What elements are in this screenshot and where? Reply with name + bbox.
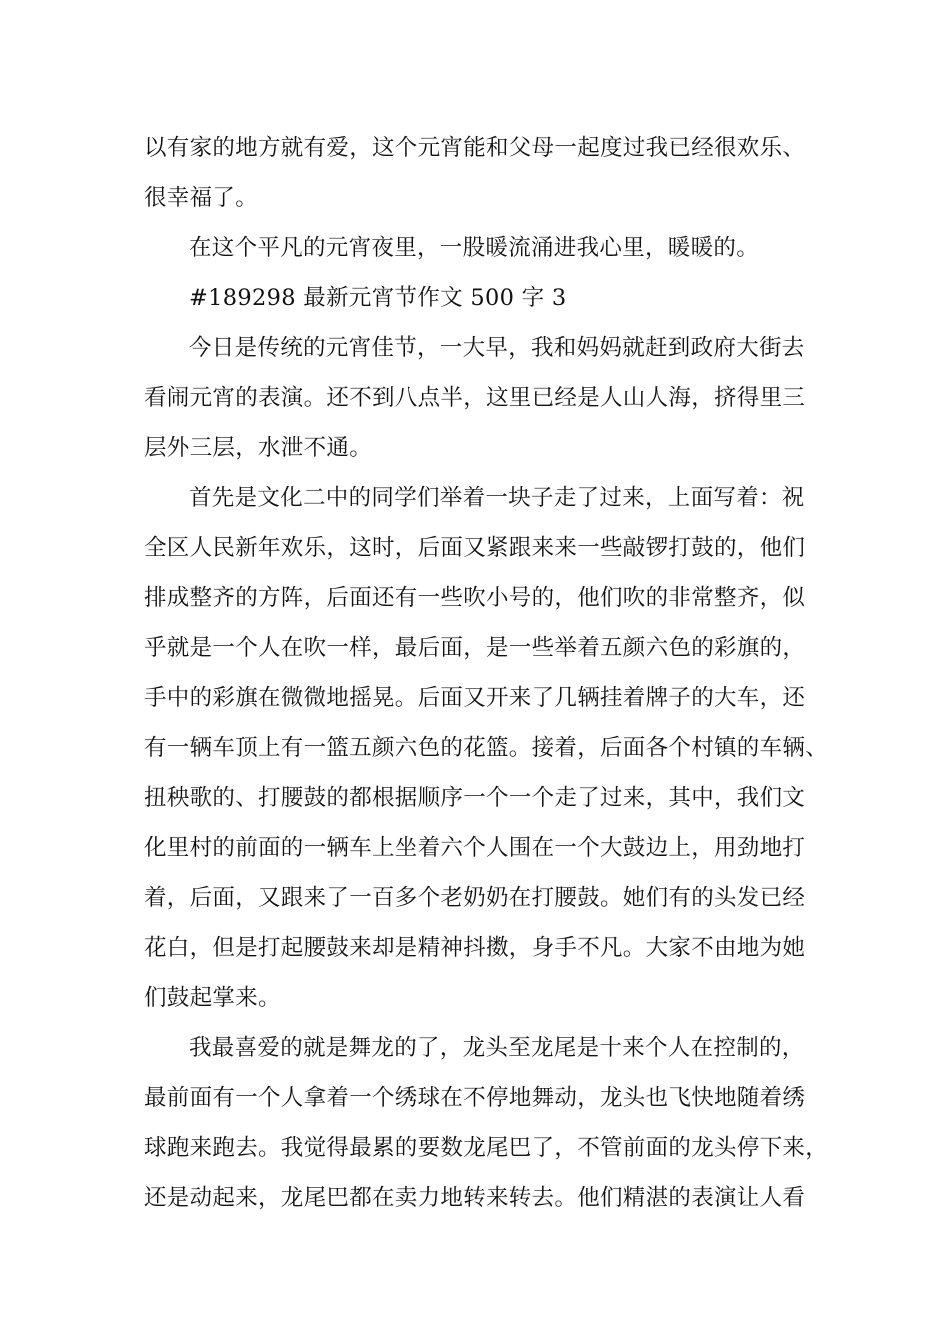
paragraph-line: 首先是文化二中的同学们举着一块子走了过来，上面写着：祝 bbox=[189, 485, 805, 511]
text-line: 最前面有一个人拿着一个绣球在不停地舞动，龙头也飞快地随着绣 bbox=[144, 1085, 806, 1111]
text-line: 扭秧歌的、打腰鼓的都根据顺序一个一个走了过来，其中，我们文 bbox=[144, 785, 806, 811]
text-line: 层外三层，水泄不通。 bbox=[144, 435, 373, 461]
text-line: 排成整齐的方阵，后面还有一些吹小号的，他们吹的非常整齐，似 bbox=[144, 585, 806, 611]
text-line: 全区人民新年欢乐，这时，后面又紧跟来来一些敲锣打鼓的，他们 bbox=[144, 535, 806, 561]
paragraph-line: 今日是传统的元宵佳节，一大早，我和妈妈就赶到政府大街去 bbox=[189, 335, 805, 361]
text-line: 以有家的地方就有爱，这个元宵能和父母一起度过我已经很欢乐、 bbox=[144, 135, 806, 161]
paragraph-line: 在这个平凡的元宵夜里，一股暖流涌进我心里，暖暖的。 bbox=[189, 235, 760, 261]
text-line: 乎就是一个人在吹一样，最后面，是一些举着五颜六色的彩旗的， bbox=[144, 635, 806, 661]
text-line: 化里村的前面的一辆车上坐着六个人围在一个大鼓边上，用劲地打 bbox=[144, 835, 806, 861]
essay-body bbox=[144, 130, 834, 1230]
text-line: 花白，但是打起腰鼓来却是精神抖擞，身手不凡。大家不由地为她 bbox=[144, 935, 806, 961]
text-line: 看闹元宵的表演。还不到八点半，这里已经是人山人海，挤得里三 bbox=[144, 385, 806, 411]
text-line: 手中的彩旗在微微地摇晃。后面又开来了几辆挂着牌子的大车，还 bbox=[144, 685, 806, 711]
text-line: 很幸福了。 bbox=[144, 185, 259, 211]
paragraph-line: 我最喜爱的就是舞龙的了，龙头至龙尾是十来个人在控制的， bbox=[189, 1035, 805, 1061]
text-line: 有一辆车顶上有一篮五颜六色的花篮。接着，后面各个村镇的车辆、 bbox=[144, 735, 829, 761]
text-line: 们鼓起掌来。 bbox=[144, 985, 281, 1011]
text-line: 还是动起来，龙尾巴都在卖力地转来转去。他们精湛的表演让人看 bbox=[144, 1185, 806, 1211]
text-line: 着，后面，又跟来了一百多个老奶奶在打腰鼓。她们有的头发已经 bbox=[144, 885, 806, 911]
section-heading: #189298 最新元宵节作文 500 字 3 bbox=[189, 285, 567, 311]
text-line: 球跑来跑去。我觉得最累的要数龙尾巴了，不管前面的龙头停下来， bbox=[144, 1135, 829, 1161]
